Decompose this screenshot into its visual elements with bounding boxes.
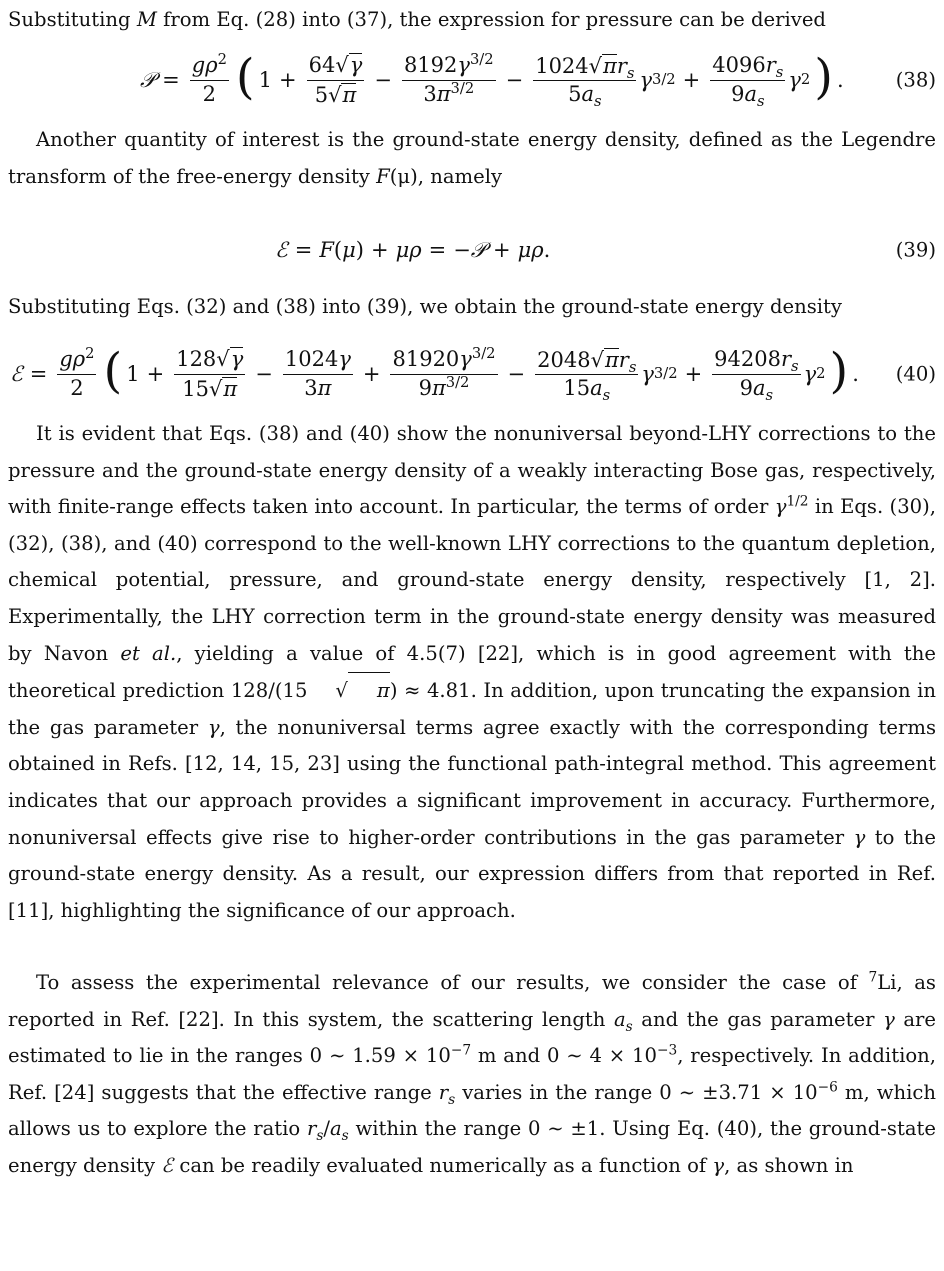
- equation-40: ℰ = $\frac{g\rho^2}{2}$ ( 1 + 128 √ γ 15 √ π − $\frac{1024\gamma}{3\pi}$ + $\frac{81920\gamma^{3/2}}{9\pi^{3/2}}$ − 2048 √ π $r_s$ $15a_s$ γ 3/2 + $\frac{94208r_s}{9a_s}$ γ 2 ) . (40): [10, 343, 936, 405]
- equation-number: (39): [895, 238, 936, 262]
- equation-38: 𝒫 = $\frac{g\rho^2}{2}$ ( 1 + 64 √ γ 5 √ π − $\frac{8192\gamma^{3/2}}{3\pi^{3/2}}$ − 1024 √ π $r_s$ $5a_s$ γ 3/2 + $\frac{4096r_s}{9a_s}$ γ 2 ) . (38): [140, 49, 936, 111]
- paragraph-experimental-relevance: To assess the experimental relevance of our results, we consider the case of $^7$Li, as reported in Ref. [22]. In this system, the scattering length $a_s$ and the gas parameter γ are estimated to lie in the ranges 0 ∼ $1.59 \times 10^{-7}$ m and 0 ∼ $4 \times 10^{-3}$, respectively. In addition, Ref. [24] suggests that the effective range $r_s$ varies in the range 0 ∼ $\pm 3.71 \times 10^{-6}$ m, which allows us to explore the ratio $r_s/a_s$ within the range 0 ∼ ±1. Using Eq. (40), the ground-state energy density ℰ can be readily evaluated numerically as a function of γ, as shown in: [8, 969, 937, 1177]
- equation-number: (40): [895, 362, 936, 386]
- paragraph-energy-density-intro: Another quantity of interest is the ground-state energy density, defined as the Legendre transform of the free-energy density F(μ), namely: [8, 128, 936, 188]
- paragraph-pressure-intro: Substituting M from Eq. (28) into (37), the expression for pressure can be derived: [8, 8, 826, 31]
- paragraph-substitution: Substituting Eqs. (32) and (38) into (39), we obtain the ground-state energy density: [8, 295, 842, 318]
- equation-39: ℰ = F ( μ ) + μρ = − 𝒫 + μρ . (39): [275, 237, 936, 262]
- paragraph-discussion: It is evident that Eqs. (38) and (40) show the nonuniversal beyond-LHY corrections to the pressure and the ground-state energy density of a weakly interacting Bose gas, respectively, with finite-range effects taken into account. In particular, the terms of order $\gamma^{1/2}$ in Eqs. (30), (32), (38), and (40) correspond to the well-known LHY corrections to the quantum depletion, chemical potential, pressure, and ground-state energy density, respectively [1, 2]. Experimentally, the LHY correction term in the ground-state energy density was measured by Navon et al., yielding a value of 4.5(7) [22], which is in good agreement with the theoretical prediction 128/(15 √ π ) ≈ 4.81. In addition, upon truncating the expansion in the gas parameter γ, the nonuniversal terms agree exactly with the corresponding terms obtained in Refs. [12, 14, 15, 23] using the functional path-integral method. This agreement indicates that our approach provides a significant improvement in accuracy. Furthermore, nonuniversal effects give rise to higher-order contributions in the gas parameter γ to the ground-state energy density. As a result, our expression differs from that reported in Ref. [11], highlighting the significance of our approach.: [8, 422, 937, 922]
- equation-number: (38): [895, 68, 936, 92]
